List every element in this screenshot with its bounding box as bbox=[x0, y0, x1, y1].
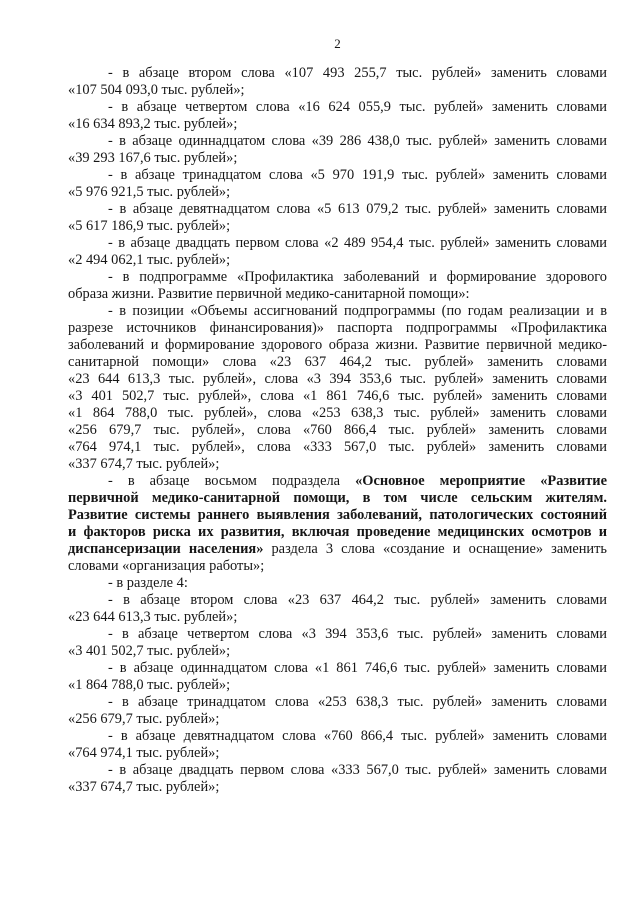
text-line: - в абзаце тринадцатом слова «5 970 191,9 тыс. рублей» заменить словами bbox=[108, 167, 607, 183]
text-line: - в позиции «Объемы ассигнований подпрограммы (по годам реализации и в bbox=[108, 303, 607, 319]
document-body bbox=[68, 65, 607, 796]
text-line: - в абзаце четвертом слова «16 624 055,9 тыс. рублей» заменить словами bbox=[108, 99, 607, 115]
text-line: «337 674,7 тыс. рублей»; bbox=[68, 456, 220, 472]
text-line: «5 617 186,9 тыс. рублей»; bbox=[68, 218, 231, 234]
text-line: «16 634 893,2 тыс. рублей»; bbox=[68, 116, 238, 132]
text-segment: словами «организация работы»; bbox=[68, 558, 265, 574]
amendment-paragraph bbox=[68, 592, 607, 626]
text-line: «23 644 613,3 тыс. рублей»; bbox=[68, 609, 238, 625]
text-line: «256 679,7 тыс. рублей»; bbox=[68, 711, 220, 727]
text-line: «337 674,7 тыс. рублей»; bbox=[68, 779, 220, 795]
amendment-paragraph bbox=[68, 133, 607, 167]
text-line bbox=[68, 558, 607, 575]
amendment-paragraph bbox=[68, 762, 607, 796]
text-line bbox=[68, 524, 607, 541]
amendment-paragraph bbox=[68, 65, 607, 99]
text-line: «1 864 788,0 тыс. рублей», слова «253 638,3 тыс. рублей» заменить словами bbox=[68, 405, 607, 421]
text-segment: - в абзаце восьмом подраздела bbox=[108, 473, 341, 489]
text-line bbox=[68, 490, 607, 507]
text-line: - в абзаце девятнадцатом слова «5 613 079,2 тыс. рублей» заменить словами bbox=[108, 201, 607, 217]
amendment-paragraph bbox=[68, 575, 607, 592]
text-line: «3 401 502,7 тыс. рублей», слова «1 861 746,6 тыс. рублей» заменить словами bbox=[68, 388, 607, 404]
text-segment: раздела 3 слова «создание и оснащение» заменить bbox=[271, 541, 607, 557]
text-line: «107 504 093,0 тыс. рублей»; bbox=[68, 82, 245, 98]
bold-text-segment: Развитие системы раннего выявления заболеваний, патологических состояний bbox=[68, 507, 607, 523]
amendment-paragraph bbox=[68, 167, 607, 201]
text-line: - в абзаце одиннадцатом слова «39 286 438,0 тыс. рублей» заменить словами bbox=[108, 133, 607, 149]
text-line: санитарной помощи» слова «23 637 464,2 тыс. рублей» заменить словами bbox=[68, 354, 607, 370]
text-line: - в абзаце двадцать первом слова «2 489 954,4 тыс. рублей» заменить словами bbox=[108, 235, 607, 251]
text-line: «39 293 167,6 тыс. рублей»; bbox=[68, 150, 238, 166]
text-line: «764 974,1 тыс. рублей», слова «333 567,0 тыс. рублей» заменить словами bbox=[68, 439, 607, 455]
amendment-paragraph bbox=[68, 99, 607, 133]
bold-text-segment: диспансеризации населения» bbox=[68, 541, 264, 557]
bold-text-segment: и факторов риска их развития, включая проведение медицинских осмотров и bbox=[68, 524, 607, 540]
text-line bbox=[68, 541, 607, 558]
text-line: заболеваний и формирование здорового образа жизни. Развитие первичной медико- bbox=[68, 337, 607, 353]
amendment-paragraph bbox=[68, 728, 607, 762]
bold-text-segment: первичной медико-санитарной помощи, в том числе сельским жителям. bbox=[68, 490, 607, 506]
text-line: «1 864 788,0 тыс. рублей»; bbox=[68, 677, 231, 693]
text-line: «3 401 502,7 тыс. рублей»; bbox=[68, 643, 231, 659]
bold-text-segment: «Основное мероприятие «Развитие bbox=[355, 473, 607, 489]
text-line: - в абзаце девятнадцатом слова «760 866,4 тыс. рублей» заменить словами bbox=[108, 728, 607, 744]
text-line bbox=[68, 473, 607, 490]
text-line: «2 494 062,1 тыс. рублей»; bbox=[68, 252, 231, 268]
text-line: - в абзаце втором слова «107 493 255,7 тыс. рублей» заменить словами bbox=[108, 65, 607, 81]
text-line: образа жизни. Развитие первичной медико-санитарной помощи»: bbox=[68, 286, 470, 302]
text-line: «764 974,1 тыс. рублей»; bbox=[68, 745, 220, 761]
amendment-paragraph bbox=[68, 473, 607, 575]
text-line: «256 679,7 тыс. рублей», слова «760 866,4 тыс. рублей» заменить словами bbox=[68, 422, 607, 438]
text-line bbox=[68, 507, 607, 524]
text-line: - в разделе 4: bbox=[108, 575, 188, 591]
amendment-paragraph bbox=[68, 660, 607, 694]
text-line: - в абзаце тринадцатом слова «253 638,3 тыс. рублей» заменить словами bbox=[108, 694, 607, 710]
text-line: «23 644 613,3 тыс. рублей», слова «3 394 353,6 тыс. рублей» заменить словами bbox=[68, 371, 607, 387]
text-line: «5 976 921,5 тыс. рублей»; bbox=[68, 184, 231, 200]
amendment-paragraph bbox=[68, 235, 607, 269]
amendment-paragraph bbox=[68, 201, 607, 235]
amendment-paragraph bbox=[68, 303, 607, 473]
text-line: - в абзаце двадцать первом слова «333 567,0 тыс. рублей» заменить словами bbox=[108, 762, 607, 778]
text-line: - в абзаце одиннадцатом слова «1 861 746,6 тыс. рублей» заменить словами bbox=[108, 660, 607, 676]
amendment-paragraph bbox=[68, 626, 607, 660]
text-line: - в подпрограмме «Профилактика заболеваний и формирование здорового bbox=[108, 269, 607, 285]
page-number: 2 bbox=[334, 36, 341, 51]
amendment-paragraph bbox=[68, 694, 607, 728]
text-line: - в абзаце втором слова «23 637 464,2 тыс. рублей» заменить словами bbox=[108, 592, 607, 608]
text-line: разрезе источников финансирования)» паспорта подпрограммы «Профилактика bbox=[68, 320, 607, 336]
text-line: - в абзаце четвертом слова «3 394 353,6 тыс. рублей» заменить словами bbox=[108, 626, 607, 642]
amendment-paragraph bbox=[68, 269, 607, 303]
